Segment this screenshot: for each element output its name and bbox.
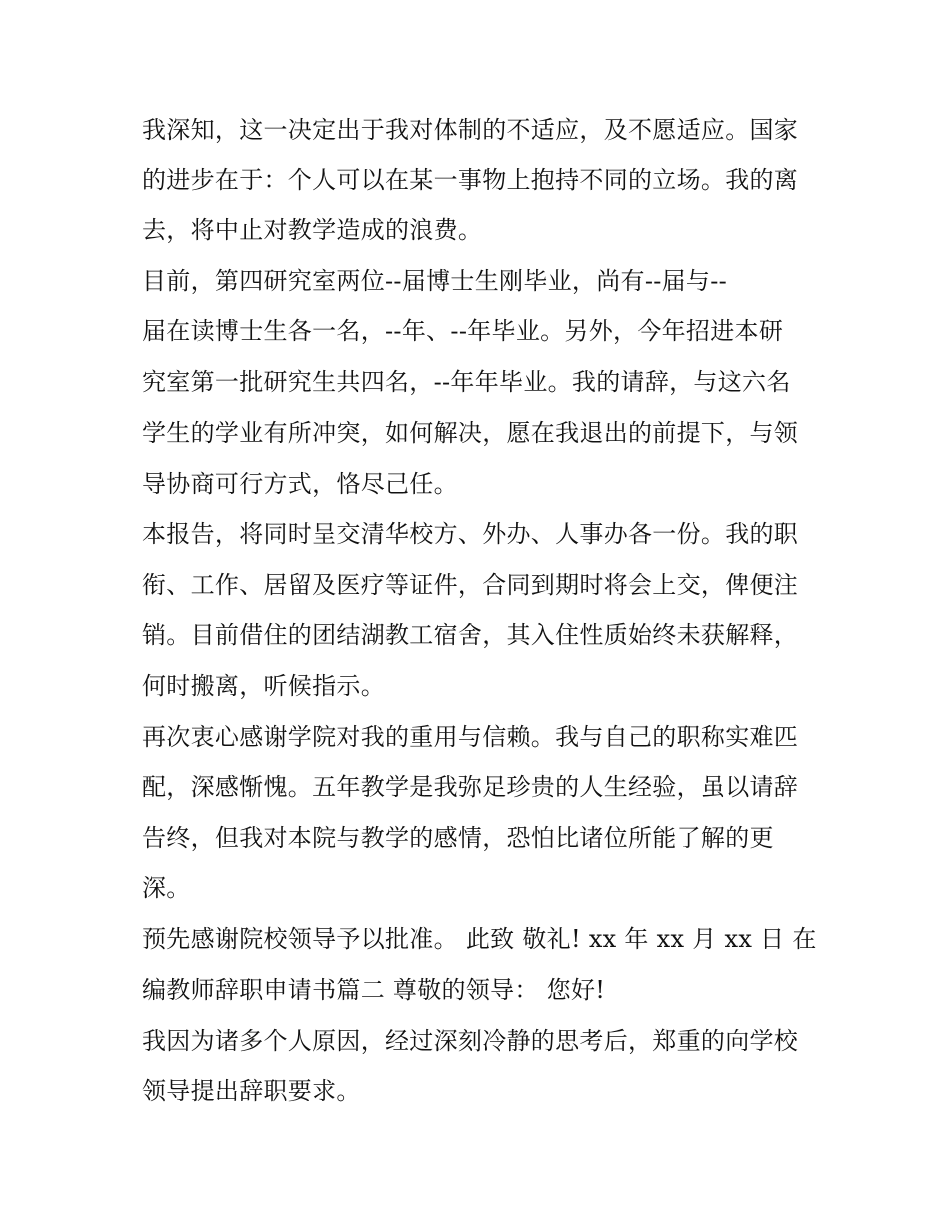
text-line: 衔、工作、居留及医疗等证件，合同到期时将会上交，俾便注 (142, 571, 799, 599)
text-line: 再次衷心感谢学院对我的重用与信赖。我与自己的职称实难匹 (142, 723, 799, 751)
text-line: 何时搬离，听候指示。 (142, 672, 385, 700)
text-line: 届在读博士生各一名，--年、--年毕业。另外，今年招进本研 (142, 317, 784, 345)
text-line: 导协商可行方式，恪尽己任。 (142, 470, 458, 498)
text-line: 我深知，这一决定出于我对体制的不适应，及不愿适应。国家 (142, 116, 799, 144)
text-line: 究室第一批研究生共四名，--年年毕业。我的请辞，与这六名 (142, 368, 791, 396)
text-line: 去，将中止对教学造成的浪费。 (142, 216, 483, 244)
text-line: 领导提出辞职要求。 (142, 1077, 361, 1105)
text-line: 的进步在于：个人可以在某一事物上抱持不同的立场。我的离 (142, 166, 799, 194)
text-line: 深。 (142, 874, 191, 902)
text-line: 学生的学业有所冲突，如何解决，愿在我退出的前提下，与领 (142, 419, 799, 447)
text-line: 预先感谢院校领导予以批准。 此致 敬礼! xx 年 xx 月 xx 日 在 (142, 925, 817, 953)
text-line: 我因为诸多个人原因，经过深刻冷静的思考后，郑重的向学校 (142, 1027, 799, 1055)
text-line: 目前，第四研究室两位--届博士生刚毕业，尚有--届与-- (142, 267, 728, 295)
text-line: 销。目前借住的团结湖教工宿舍，其入住性质始终未获解释， (142, 621, 799, 649)
text-line: 本报告，将同时呈交清华校方、外办、人事办各一份。我的职 (142, 520, 799, 548)
text-line: 告终，但我对本院与教学的感情，恐怕比诸位所能了解的更 (142, 824, 774, 852)
text-line: 编教师辞职申请书篇二 尊敬的领导： 您好! (142, 976, 606, 1004)
text-line: 配，深感惭愧。五年教学是我弥足珍贵的人生经验，虽以请辞 (142, 773, 799, 801)
